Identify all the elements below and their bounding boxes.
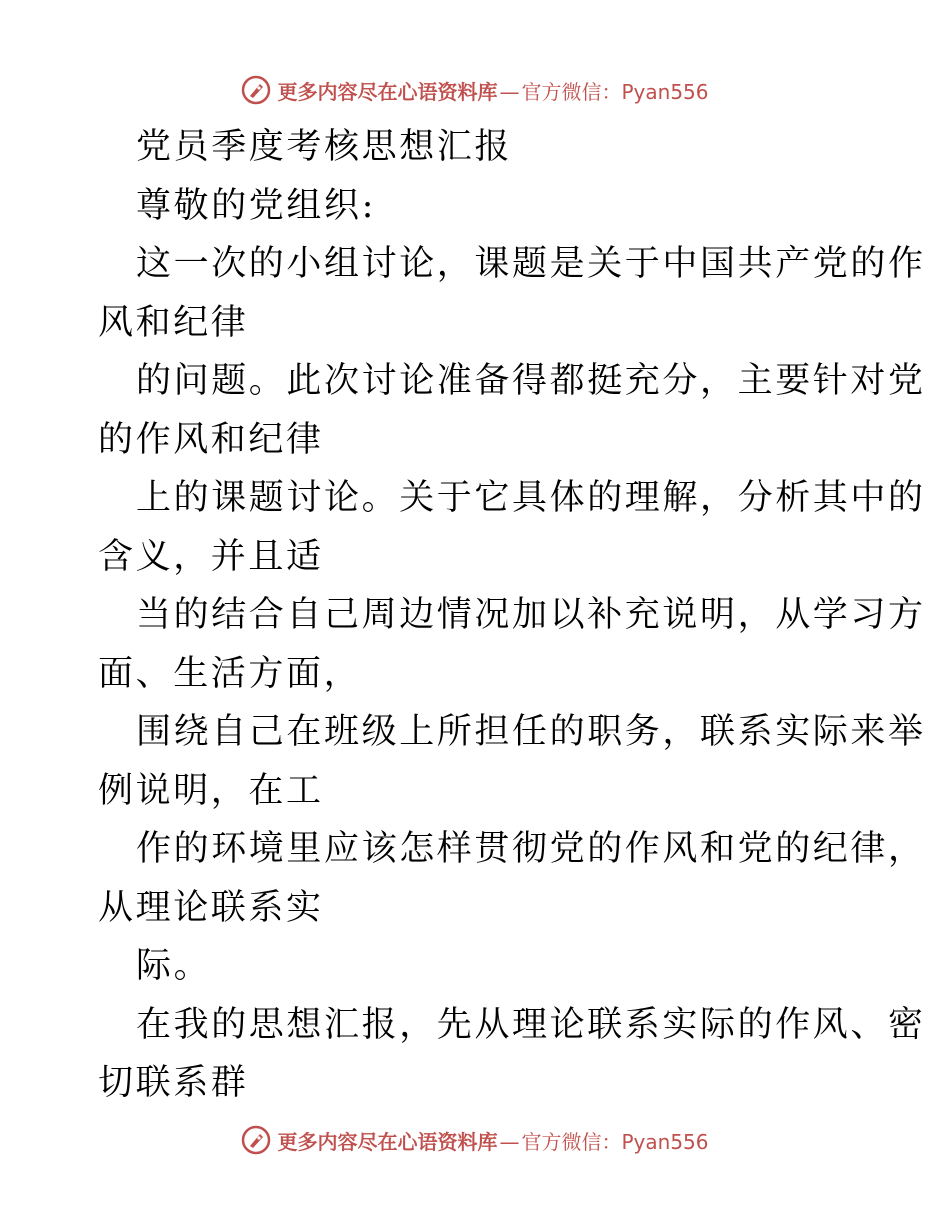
salutation: 尊敬的党组织: — [136, 185, 376, 226]
paragraph-line — [98, 235, 926, 352]
line-first: 作的环境里应该怎样贯彻党的作风和党的纪律， — [136, 829, 926, 869]
line-continuation: 例说明，在工 — [98, 770, 324, 811]
line-first: 当的结合自己周边情况加以补充说明，从学习方 — [136, 595, 926, 635]
footer-watermark — [0, 1120, 950, 1160]
line-continuation: 从理论联系实 — [98, 887, 324, 928]
paragraph-line — [98, 352, 926, 469]
header-watermark — [0, 70, 950, 110]
line-first: 上的课题讨论。关于它具体的理解，分析其中的 — [136, 478, 926, 518]
paragraph-line — [98, 469, 926, 586]
watermark-wechat-id: Pyan556 — [621, 79, 709, 104]
line-continuation: 含义，并且适 — [98, 536, 324, 577]
line-first: 际。 — [136, 946, 212, 986]
document-body — [98, 118, 926, 1113]
line-continuation: 的作风和纪律 — [98, 419, 324, 460]
line-continuation: 切联系群 — [98, 1063, 249, 1103]
line-continuation: 面、生活方面， — [98, 653, 362, 694]
document-title: 党员季度考核思想汇报 — [136, 127, 513, 167]
watermark-brand: 更多内容尽在心语资料库 — [277, 79, 498, 104]
watermark-dash: — — [499, 1129, 520, 1154]
line-first: 围绕自己在班级上所担任的职务，联系实际来举 — [136, 712, 926, 752]
watermark-dash: — — [499, 79, 520, 104]
watermark-wechat-id: Pyan556 — [621, 1129, 709, 1154]
paragraph-line — [98, 996, 926, 1113]
watermark-text — [277, 76, 708, 105]
pen-nib-logo-icon — [241, 1125, 271, 1155]
watermark-wechat-label: 官方微信： — [521, 79, 622, 104]
line-first: 的问题。此次讨论准备得都挺充分，主要针对党 — [136, 361, 926, 401]
paragraph-line — [98, 703, 926, 820]
pen-nib-logo-icon — [241, 75, 271, 105]
paragraph-line — [98, 586, 926, 703]
watermark-wechat-label: 官方微信： — [521, 1129, 622, 1154]
paragraph-line — [98, 937, 858, 996]
watermark-brand: 更多内容尽在心语资料库 — [277, 1129, 498, 1154]
watermark-text — [277, 1126, 708, 1155]
line-continuation: 风和纪律 — [98, 302, 249, 343]
paragraph-line — [98, 820, 926, 937]
line-first: 这一次的小组讨论，课题是关于中国共产党的作 — [136, 244, 926, 284]
line-first: 在我的思想汇报，先从理论联系实际的作风、密 — [136, 1004, 926, 1045]
